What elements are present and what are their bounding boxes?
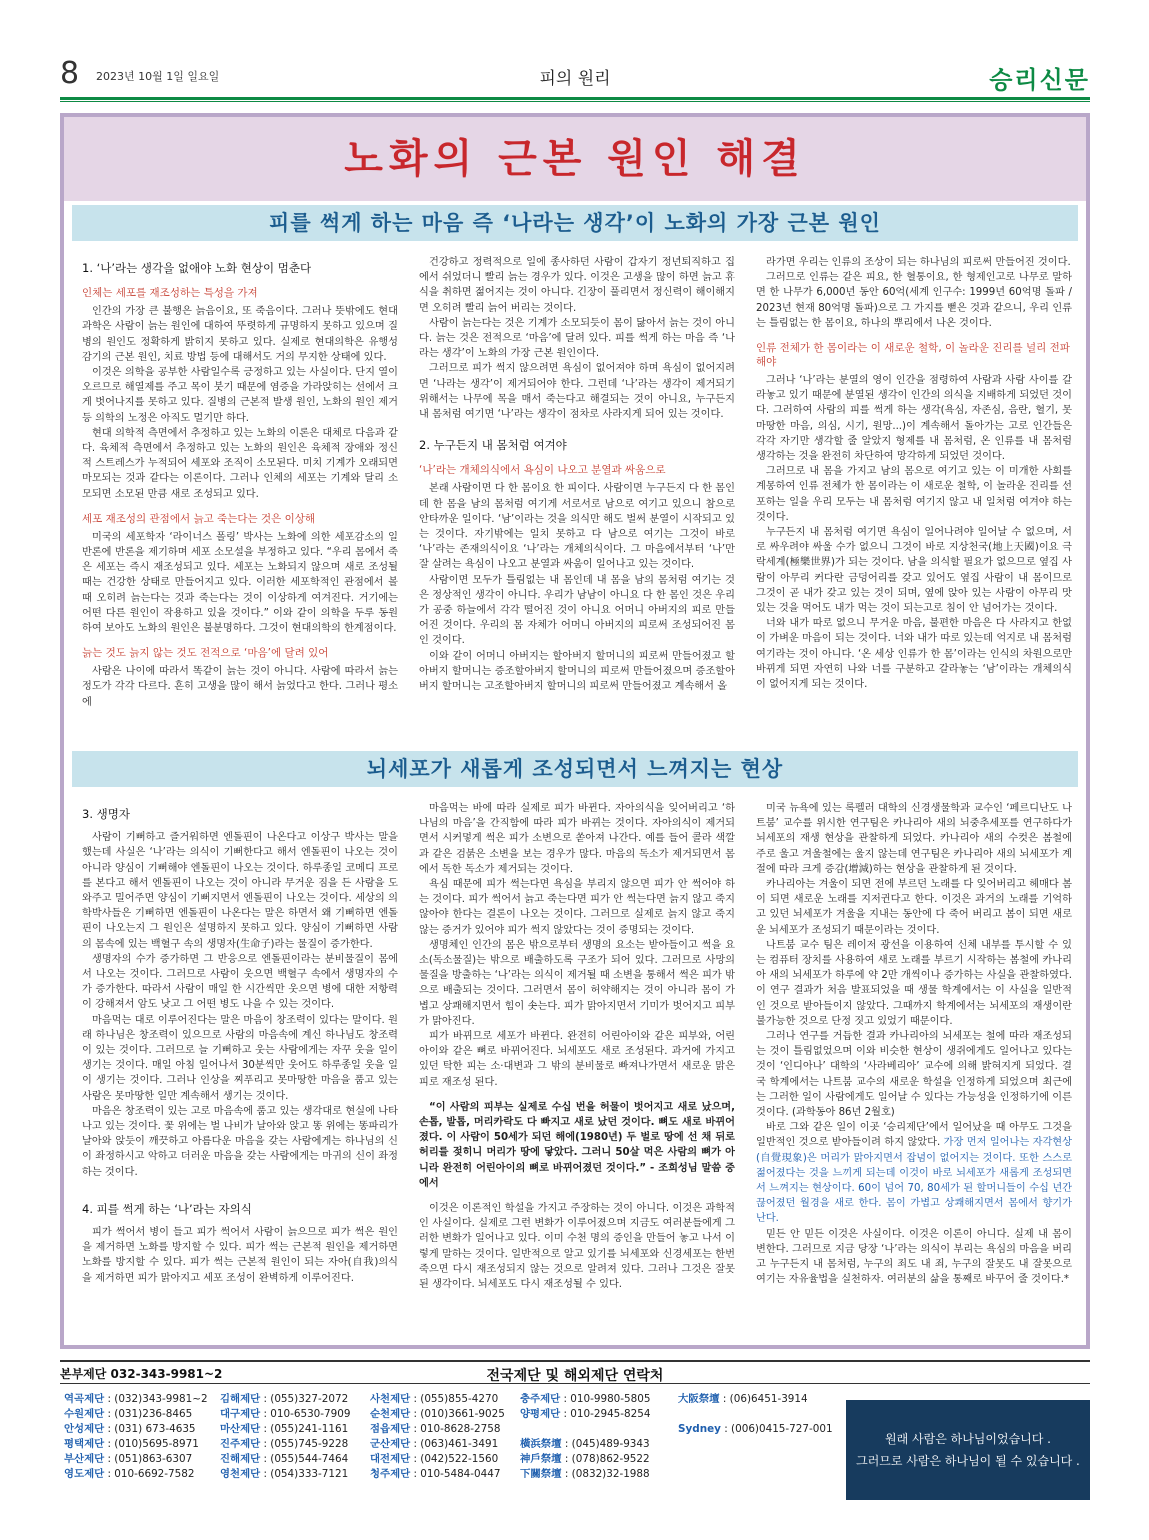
contact-entry — [520, 1407, 651, 1422]
paragraph: 현대 의학적 측면에서 추정하고 있는 노화의 이론은 대체로 다음과 같다. 육체적 측면에서 추정하고 있는 노화의 원인은 육체적 장애와 정신적 스트레스가 누적되어 세포와 조직이 소모된다. 미치 기계가 오래되면 마모되는 것과 같다는 이론이다. 그러나 인체의 세포는 기계와 달리 소모되면 소모된 만큼 새로 조성되고 있다. — [82, 427, 398, 500]
paragraph: 라가면 우리는 인류의 조상이 되는 하나님의 피로써 만들어진 것이다. — [766, 257, 1071, 268]
paragraph: 마음먹는 바에 따라 실제로 피가 바뀐다. 자아의식을 잊어버리고 ‘하나님의 마음’을 간직함에 따라 피가 바뀌는 것이다. 자아의식이 제거되면서 시커멓게 썩은 피가 소변으로 쏟아져 나간다. 예를 들어 콜라 색깔과 같은 검붉은 소변을 보는 경우가 많다. 마음의 독소가 제거되면서 몸에서 독한 독소가 제거되는 것이다. — [419, 803, 735, 875]
paragraph: 나트붐 교수 팀은 레이저 광선을 이용하여 신체 내부를 투시할 수 있는 컴퓨터 장치를 사용하여 새로 노래를 부르기 시작하는 봄철에 카나리아 새의 뇌세포가 하루에 약 2만 개씩이나 증가하는 사실을 관찰하였다. 이 연구 결과가 처음 발표되었을 때 생물 학계에서는 이 사실을 일반적인 것으로 받아들이지 않았다. 그때까지 학계에서는 뇌세포의 재생이란 불가능한 것으로 단정 짓고 있었기 때문이다. — [756, 939, 1072, 1027]
paragraph: 이것은 이론적인 학설을 가지고 주장하는 것이 아니다. 이것은 과학적인 사실이다. 실제로 그런 변화가 이루어졌으며 지금도 여러분들에게 그러한 변화가 일어나고 있다. 이미 수천 명의 증인을 만들어 놓고 나서 이렇게 말하는 것이다. 일반적으로 알고 있기를 뇌세포와 신경세포는 한번 죽으면 다시 재조성되지 않는 것으로 알려져 있다. 그러나 그것은 잘못된 생각이다. 뇌세포도 다시 재조성될 수 있다. — [419, 1203, 735, 1291]
contact-phone: : (06)6451-3914 — [722, 1393, 808, 1405]
contact-entry — [370, 1392, 505, 1407]
contact-entry — [64, 1407, 208, 1422]
paragraph: 마음은 창조력이 있는 고로 마음속에 품고 있는 생각대로 현실에 나타나고 있는 것이다. 꽃 위에는 벌 나비가 날아와 앉고 똥 위에는 똥파리가 날아와 앉듯이 깨끗하고 아름다운 마음을 갖는 사람에게는 하나님의 신이 좌정하시고 악하고 더러운 마음을 갖는 사람에게는 마귀의 신이 좌정하는 것이다. — [82, 1105, 398, 1178]
contact-phone: : 010-2945-8254 — [563, 1408, 651, 1420]
subtitle-band-2 — [72, 751, 1078, 787]
contact-entry — [678, 1392, 833, 1407]
contact-name: 下關祭壇 — [520, 1468, 562, 1480]
contact-phone: : (051)863-6307 — [107, 1453, 193, 1465]
contact-name: 영천제단 — [220, 1468, 261, 1480]
contact-phone: : (078)862-9522 — [564, 1453, 650, 1465]
contact-name: 부산제단 — [64, 1453, 105, 1465]
contact-name: 영도제단 — [64, 1468, 105, 1480]
subtitle-2: 뇌세포가 새롭게 조성되면서 느껴지는 현상 — [366, 757, 784, 781]
contact-name: 점읍제단 — [370, 1423, 411, 1435]
contact-entry — [520, 1392, 651, 1407]
contact-entry — [220, 1392, 351, 1407]
contact-entry — [64, 1452, 208, 1467]
contact-name: 진주제단 — [220, 1438, 261, 1450]
contact-phone: : (006)0415-727-001 — [724, 1423, 833, 1435]
contact-name: 역곡제단 — [64, 1393, 105, 1405]
contact-name: 충주제단 — [520, 1393, 561, 1405]
contact-phone: : (0832)32-1988 — [564, 1468, 650, 1480]
contact-name: 사천제단 — [370, 1393, 411, 1405]
contact-entry — [220, 1407, 351, 1422]
paragraph: 카나리아는 겨울이 되면 전에 부르던 노래를 다 잊어버리고 헤매다 봄이 되면 새로운 노래를 지저귄다고 한다. 이것은 과거의 노래를 기억하고 있던 뇌세포가 겨울을 지내는 동안에 다 죽어 버리고 봄이 되면 새로운 뇌세포가 조성되기 때문이라는 것이다. — [756, 879, 1072, 936]
section-heading-2: 2. 누구든지 내 몸처럼 여겨야 — [419, 438, 567, 453]
footer-header — [60, 1360, 1090, 1384]
section-heading-4: 4. 피를 썩게 하는 ‘나’라는 자의식 — [82, 1201, 252, 1216]
paragraph: 본래 사람이면 다 한 몸이요 한 피이다. 사람이면 누구든지 다 한 몸인데 한 몸을 남의 몸처럼 여기게 서로서로 남으로 여기고 있으니 참으로 안타까운 일이다. ‘남’이라는 것을 의식만 해도 벌써 분열이 시작되고 있는 것이다. 자기밖에는 일치 못하고 다 남으로 여기는 그것이 바로 ‘나’라는 존재의식이요 ‘나’라는 개체의식이다. 그 마음에서부터 ‘나’만 잘 살려는 욕심이 나오고 분열과 싸움이 일어나고 있는 것이다. — [419, 483, 735, 571]
contacts-column — [220, 1392, 351, 1482]
contact-entry — [370, 1467, 505, 1482]
contact-phone: : (055)327-2072 — [263, 1393, 349, 1405]
contacts-column — [64, 1392, 208, 1482]
contact-name: 안성제단 — [64, 1423, 105, 1435]
masthead — [60, 56, 1090, 96]
subtitle-1: 피를 썩게 하는 마음 즉 ‘나라는 생각’이 노화의 가장 근본 원인 — [269, 211, 881, 235]
contact-entry — [520, 1422, 651, 1437]
contact-entry — [520, 1452, 651, 1467]
section-heading-1: 1. ‘나’라는 생각을 없애야 노화 현상이 멈춘다 — [82, 261, 312, 275]
paragraph: 미국 뉴욕에 있는 록펠러 대학의 신경생물학과 교수인 ‘페르디난도 나트붐’ 교수를 위시한 연구팀은 카나리아 새의 뇌중추세포를 연구하다가 뇌세포의 재생 현상을 관찰하게 되었다. 카나리아 새의 수컷은 봄철에 주로 울고 겨울철에는 울지 않는데 연구팀은 카나리아 새의 뇌세포가 계절에 따라 크게 증감(增減)하는 현상을 관찰하게 된 것이다. — [756, 803, 1072, 875]
contacts-column — [678, 1392, 833, 1437]
paragraph: 피가 썩어서 병이 들고 피가 썩어서 사람이 늙으므로 피가 썩은 원인을 제거하면 노화를 방지할 수 있다. 피가 썩는 근본적 원인을 제거하면 노화를 방지할 수 있다. 피가 썩는 근본적 원인이 되는 자아(自我)의식을 제거하면 피가 맑아지고 세포 조성이 완벽하게 이루어진다. — [82, 1227, 398, 1284]
article-column-bottom-1 — [82, 801, 398, 1346]
contacts-directory — [60, 1392, 840, 1512]
article-column-bottom-2 — [419, 801, 735, 1346]
contact-name: 진해제단 — [220, 1453, 261, 1465]
article-column-top-1 — [82, 255, 398, 745]
paragraph: 건강하고 정력적으로 일에 종사하던 사람이 갑자기 정년퇴직하고 집에서 쉬었더니 빨리 늙는 경우가 있다. 이것은 고생을 많이 하면 늙고 휴식을 취하면 젊어지는 것이 아니다. 긴장이 풀리면서 정신력이 해이해지면 오히려 빨리 늙어 버리는 것이다. — [419, 257, 735, 314]
contact-name: 김해제단 — [220, 1393, 261, 1405]
page-number: 8 — [60, 56, 80, 91]
article-column-bottom-3 — [756, 801, 1072, 1346]
contact-entry — [370, 1422, 505, 1437]
contact-name: 순천제단 — [370, 1408, 411, 1420]
issue-date: 2023년 10월 1일 일요일 — [96, 70, 220, 83]
paragraph: 피가 바뀌므로 세포가 바뀐다. 완전히 어린아이와 같은 피부와, 어린아이와 같은 뼈로 바뀌어진다. 뇌세포도 새로 조성된다. 과거에 가지고 있던 탁한 피는 소·대변과 그 밖의 분비물로 빠져나가면서 새로운 맑은 피로 재조성 된다. — [419, 1031, 735, 1088]
paragraph: 사람은 나이에 따라서 똑같이 늙는 것이 아니다. 사람에 따라서 늙는 정도가 각각 다르다. 흔히 고생을 많이 해서 늙었다고 한다. 그러나 평소에 — [82, 666, 398, 708]
paragraph: 생명자의 수가 증가하면 그 반응으로 엔돌핀이라는 분비물질이 몸에서 나오는 것이다. 그러므로 사람이 웃으면 백혈구 속에서 생명자의 수가 증가한다. 따라서 사람이 매일 한 시간씩만 웃으면 병에 대한 저항력이 강해져서 암도 낫고 그 어떤 병도 나을 수 있는 것이다. — [82, 953, 398, 1011]
paragraph: 이와 같이 어머니 아버지는 할아버지 할머니의 피로써 만들어졌고 할아버지 할머니는 증조할아버지 할머니의 피로써 만들어졌으며 증조할아버지 할머니는 고조할아버지 할머니의 피로써 만들어졌고 계속해서 올 — [419, 650, 735, 693]
masthead-rule-thin — [60, 101, 1090, 102]
contact-entry — [64, 1392, 208, 1407]
contact-name: 대구제단 — [220, 1408, 261, 1420]
highlighted-text: 가장 먼저 일어나는 자각현상(自覺現象)은 머리가 맑아지면서 잡념이 없어지는 것이다. 또한 스스로 젊어졌다는 것을 느끼게 되는데 이것이 바로 뇌세포가 새롭게 조성되면서 느껴지는 현상이다. 60이 넘어 70, 80세가 된 할머니들이 수십 년간 끊어졌던 월경을 새로 한다. 몸이 가볍고 상쾌해지면서 몸에서 향기가 난다. — [756, 1137, 1072, 1225]
contact-phone: : (031) 673-4635 — [107, 1423, 196, 1435]
contacts-title: 전국제단 및 해외제단 연락처 — [486, 1368, 664, 1384]
quote-block: “이 사람의 피부는 실제로 수십 번을 허물이 벗어지고 새로 났으며, 손톱, 발톱, 머리카락도 다 빠지고 새로 났던 것이다. 뼈도 새로 바뀌어졌다. 이 사람이 50세가 되던 해에(1980년) 두 벌로 땅에 선 채 뒤로 허리를 젖히니 머리가 땅에 닿았다. 그러니 50살 먹은 사람의 뼈가 아니라 완전히 어린아이의 뼈로 바뀌어졌던 것이다.” - 조희성님 말씀 중에서 — [419, 1101, 735, 1189]
paragraph: 그러므로 피가 썩지 않으려면 욕심이 없어져야 하며 욕심이 없어지려면 ‘나라는 생각’이 제거되어야 한다. 그런데 ‘나’라는 생각이 제거되기 위해서는 나무에 목을 매서 죽는다고 해결되는 것이 아니요, 누구든지 내 몸처럼 여기면 ‘나’라는 생각이 점차로 사라지게 되어 있는 것이다. — [419, 363, 735, 421]
subheading: 늙는 것도 늙지 않는 것도 전적으로 ‘마음’에 달려 있어 — [82, 647, 329, 660]
contacts-column — [520, 1392, 651, 1482]
contact-phone: : (055)544-7464 — [263, 1453, 349, 1465]
contact-phone: : (055)241-1161 — [263, 1423, 349, 1435]
contact-entry — [678, 1422, 833, 1437]
contact-entry — [370, 1437, 505, 1452]
paragraph: 사람이 늙는다는 것은 기계가 소모되듯이 몸이 닳아서 늙는 것이 아니다. 늙는 것은 전적으로 ‘마음’에 달려 있다. 피를 썩게 하는 마음 즉 ‘나라는 생각’이 노화의 가장 근본 원인이다. — [419, 317, 735, 360]
contact-phone: : (042)522-1560 — [413, 1453, 499, 1465]
paragraph: 그러나 ‘나’라는 분열의 영이 인간을 점령하여 사람과 사람 사이를 갈라놓고 있기 때문에 분열된 생각이 인간의 의식을 지배하게 되었던 것이다. 그러하여 사람의 피를 썩게 하는 생각(욕심, 자존심, 음란, 혈기, 못마땅한 마음, 의심, 시기, 원망...)이 계속해서 돌아가는 고로 인간들은 각각 자기만 생각할 줄 알았지 형제를 내 몸처럼, 온 인류를 내 몸처럼 생각하는 것을 완전히 차단하여 망각하게 되었던 것이다. — [756, 375, 1072, 463]
paragraph: 너와 내가 따로 없으니 무거운 마음, 불편한 마음은 다 사라지고 한없이 가벼운 마음이 되는 것이다. 너와 내가 따로 있는데 억지로 내 몸처럼 여기라는 것이 아니다. ‘온 세상 인류가 한 몸’이라는 인식의 차원으로만 바뀌게 되면 자연히 나와 너를 구분하고 갈라놓는 ‘남’이라는 개체의식이 없어지게 되는 것이다. — [756, 618, 1072, 691]
paragraph: 욕심 때문에 피가 썩는다면 욕심을 부리지 않으면 피가 안 썩어야 하는 것이다. 피가 썩어서 늙고 죽는다면 피가 안 썩는다면 늙지 않고 죽지 않아야 한다는 결론이 나오는 것이다. 그러므로 실제로 늙지 않고 죽지 않는 증거가 있어야 피가 썩지 않았다는 것이 증명되는 것이다. — [419, 879, 735, 936]
contact-phone: : (055)745-9228 — [263, 1438, 349, 1450]
contact-entry — [370, 1407, 505, 1422]
paragraph: 그러므로 인류는 같은 피요, 한 혈통이요, 한 형제인고로 나무로 말하면 한 나무가 6,000년 동안 60억(세계 인구수: 1999년 60억명 돌파 / 2023년 현재 80억명 돌파)으로 그 가지를 뻗은 것과 같으니, 우리 인류는 틀림없는 한 몸이요, 하나의 뿌리에서 나온 것이다. — [756, 272, 1072, 329]
contact-phone: : 010-6530-7909 — [263, 1408, 351, 1420]
contact-phone: : (032)343-9981~2 — [107, 1393, 208, 1405]
paragraph: 미국의 세포학자 ‘라이너스 폴링’ 박사는 노화에 의한 세포감소의 일반론에 반론을 제기하며 세포 소모설을 부정하고 있다. “우리 몸에서 죽은 세포는 즉시 재조성되고 있다. 세포는 노화되지 않으며 새로 조성될 때는 건강한 상태로 만들어지고 있다. 이러한 세포학적인 관점에서 볼 때 오히려 늙는다는 것과 죽는다는 것이 이상하게 여겨진다. 거기에는 어떤 다른 원인이 작용하고 있을 것이다.” 이와 같이 의학을 두루 동원하여 보아도 노화의 원인은 불분명하다. 그것이 현대의학의 한계점이다. — [82, 531, 398, 635]
paragraph: 사람이 기뻐하고 즐거워하면 엔돌핀이 나온다고 이상구 박사는 말을 했는데 사실은 ‘나’라는 의식이 기뻐한다고 해서 엔돌핀이 나오는 것이 아니라 양심이 기뻐해야 엔돌핀이 나오는 것이다. 하루종일 코메디 프로를 본다고 해서 엔돌핀이 나오는 것이 아니라 무거운 짐을 든 사람을 도와주고 밀어주면 양심이 기뻐지면서 엔돌핀이 나오는 것이다. 세상의 의학박사들은 기뻐하면 엔돌핀이 나온다는 말은 하면서 왜 기뻐하면 엔돌핀이 나오는지 그 원인은 설명하지 못하고 있다. 양심이 기뻐하면 사람의 몸속에 있는 백혈구 속의 생명자(生命子)라는 물질이 증가한다. — [82, 832, 398, 950]
contact-entry — [520, 1437, 651, 1452]
newspaper-logo: 승리신문 — [989, 66, 1090, 94]
paragraph: 이것은 의학을 공부한 사람일수록 긍정하고 있는 사실이다. 단지 열이 오르므로 해열제를 주고 목이 붓기 때문에 염증을 가라앉히는 선에서 크게 벗어나지를 못하고 있다. 질병의 근본적 발생 원인, 노화의 원인 제거 등 의학의 노정은 아직도 멀기만 하다. — [82, 367, 398, 424]
contact-phone: : (010)3661-9025 — [413, 1408, 505, 1420]
contact-entry — [520, 1467, 651, 1482]
contact-phone: : (010)5695-8971 — [107, 1438, 199, 1450]
contact-entry — [370, 1452, 505, 1467]
contact-phone: : (031)236-8465 — [107, 1408, 193, 1420]
subheading: ‘나’라는 개체의식에서 욕심이 나오고 분열과 싸움으로 — [419, 464, 666, 477]
contact-phone: : (063)461-3491 — [413, 1438, 499, 1450]
paragraph: 사람이면 모두가 틀림없는 내 몸인데 내 몸을 남의 몸처럼 여기는 것은 정상적인 생각이 아니다. 우리가 남남이 아니요 다 한 몸인 것은 우리가 공중 하늘에서 각각 떨어진 것이 아니요 어머니 아버지의 피로 만들어진 것이다. 우리의 몸 자체가 어머니 아버지의 피로써 조성되어진 몸인 것이다. — [419, 574, 735, 647]
motto-line: 원래 사람은 하나님이었습니다 . — [885, 1432, 1051, 1446]
paragraph: 인간의 가장 큰 불행은 늙음이요, 또 죽음이다. 그러나 뜻밖에도 현대 과학은 사람이 늙는 원인에 대하여 뚜렷하게 규명하지 못하고 있으며 질병의 원인도 정확하게 밝히지 못하고 있다. 실제로 현대의학은 유행성 감기의 근본 원인, 치료 방법 등에 대해서도 거의 무지한 상태에 있다. — [82, 306, 398, 363]
headquarters-phone: 본부제단 032-343-9981~2 — [60, 1367, 223, 1381]
contact-name: Sydney — [678, 1423, 721, 1435]
contact-name: 청주제단 — [370, 1468, 411, 1480]
contact-name: 마산제단 — [220, 1423, 261, 1435]
contact-entry — [220, 1452, 351, 1467]
paragraph-text: 바로 그와 같은 일이 이곳 ‘승리제단’에서 일어났을 때 아무도 그것을 일반적인 것으로 받아들이려 하지 않았다. — [756, 1122, 1072, 1149]
subheading: 인체는 세포를 재조성하는 특성을 가져 — [82, 287, 258, 300]
article-column-top-3 — [756, 255, 1072, 745]
title-banner — [64, 117, 1086, 201]
paragraph: 그러나 연구를 거듭한 결과 카나리아의 뇌세포는 철에 따라 재조성되는 것이 틀림없었으며 이와 비슷한 현상이 생쥐에게도 일어나고 있다는 것이 ‘인디아나’ 대학의 ‘사라베리아’ 교수에 의해 밝혀지게 되었다. 결국 학계에서는 나트붐 교수의 새로운 학설을 인정하게 되었으며 최근에는 그러한 일이 사람에게도 일어날 수 있다는 가능성을 인정하기에 이른 것이다. (과학동아 86년 2월호) — [756, 1031, 1072, 1119]
subheading: 세포 재조성의 관점에서 늙고 죽는다는 것은 이상해 — [82, 512, 316, 525]
contact-phone: : 010-6692-7582 — [107, 1468, 195, 1480]
contact-phone: : (054)333-7121 — [263, 1468, 349, 1480]
contact-phone: : (055)855-4270 — [413, 1393, 499, 1405]
contact-name: 橫浜祭壇 — [520, 1438, 562, 1450]
motto-line: 그러므로 사람은 하나님이 될 수 있습니다 . — [856, 1454, 1080, 1468]
contact-phone: : 010-9980-5805 — [563, 1393, 651, 1405]
contact-name: 神戶祭壇 — [520, 1453, 562, 1465]
contact-entry — [220, 1467, 351, 1482]
contact-entry — [220, 1437, 351, 1452]
subheading: 인류 전체가 한 몸이라는 이 새로운 철학, 이 놀라운 진리를 널리 전파해야 — [756, 342, 1070, 369]
contact-entry — [64, 1437, 208, 1452]
section-title: 피의 원리 — [539, 69, 611, 89]
article-title: 노화의 근본 원인 해결 — [344, 136, 806, 182]
contact-name: 대전제단 — [370, 1453, 411, 1465]
paragraph — [756, 1120, 1072, 1226]
contact-name: 양평제단 — [520, 1408, 561, 1420]
paragraph: 생명체인 인간의 몸은 밖으로부터 생명의 요소는 받아들이고 썩을 요소(독소물질)는 밖으로 배출하도록 구조가 되어 있다. 그러므로 사망의 물질을 방출하는 ‘나’라는 의식이 제거될 때 소변을 통해서 썩은 피가 밖으로 배출되는 것이다. 그러면서 몸이 허약해지는 것이 아니라 몸이 가볍고 상쾌해지면서 힘이 솟는다. 피가 맑아지면서 기미가 벗어지고 피부가 맑아진다. — [419, 939, 735, 1027]
paragraph: 마음먹는 대로 이루어진다는 말은 마음이 창조력이 있다는 말이다. 원래 하나님은 창조력이 있으므로 사람의 마음속에 계신 하나님도 창조력이 있는 것이다. 그러므로 늘 기뻐하고 웃는 사람에게는 자꾸 웃을 일이 생기는 것이다. 매일 아침 일어나서 30분씩만 웃어도 하루종일 웃을 일이 생기는 것이다. 그러나 인상을 찌푸리고 못마땅한 마음을 품고 있는 사람은 못마땅한 일만 계속해서 생기는 것이다. — [82, 1014, 398, 1102]
contact-name: 大阪祭壇 — [678, 1393, 720, 1405]
contact-phone: : 010-5484-0447 — [413, 1468, 501, 1480]
contact-phone: : (045)489-9343 — [564, 1438, 650, 1450]
contact-phone: : 010-8628-2758 — [413, 1423, 501, 1435]
paragraph: 누구든지 내 몸처럼 여기면 욕심이 일어나려야 일어날 수 없으며, 서로 싸우려야 싸울 수가 없으니 그것이 바로 지상천국(地上天國)이요 극락세계(極樂世界)가 되는 것이다. 남을 의식할 필요가 없으므로 옆집 사람이 아무리 커다란 금덩어리를 갖고 있어도 옆집 사람이 내 몸이므로 그것이 곧 내가 갖고 있는 것이 되며, 옆에 앉아 있는 사람이 아무리 맛있는 것을 먹어도 내가 먹는 것이 되는고로 침이 안 넘어가는 것이다. — [756, 527, 1072, 615]
contacts-column — [370, 1392, 505, 1482]
contact-entry — [64, 1467, 208, 1482]
article-column-top-2 — [419, 255, 735, 745]
masthead-rule — [60, 97, 1090, 100]
article-frame — [60, 113, 1090, 1349]
paragraph: 그러므로 내 몸을 가지고 남의 몸으로 여기고 있는 이 미개한 사회를 계몽하여 인류 전체가 한 몸이라는 이 새로운 철학, 이 놀라운 진리를 선포하는 일을 우리 모두는 내 몸처럼 여기지 않고 내 일처럼 여겨야 하는 것이다. — [756, 466, 1072, 523]
contact-name: 군산제단 — [370, 1438, 411, 1450]
contact-name: 수원제단 — [64, 1408, 105, 1420]
contact-entry — [220, 1422, 351, 1437]
subtitle-band-1 — [72, 205, 1078, 241]
contact-entry — [678, 1407, 833, 1422]
contact-entry — [64, 1422, 208, 1437]
paragraph: 믿든 안 믿든 이것은 사실이다. 이것은 이론이 아니다. 실제 내 몸이 변한다. 그러므로 지금 당장 ‘나’라는 의식이 부리는 욕심의 마음을 버리고 누구든지 내 몸처럼, 누구의 죄도 내 죄, 누구의 잘못도 내 잘못으로 여기는 자유율법을 실천하자. 여러분의 삶을 통째로 바꾸어 줄 것이다.* — [756, 1228, 1072, 1286]
section-heading-3: 3. 생명자 — [82, 807, 130, 821]
motto-box — [846, 1400, 1090, 1500]
contact-name: 평택제단 — [64, 1438, 105, 1450]
